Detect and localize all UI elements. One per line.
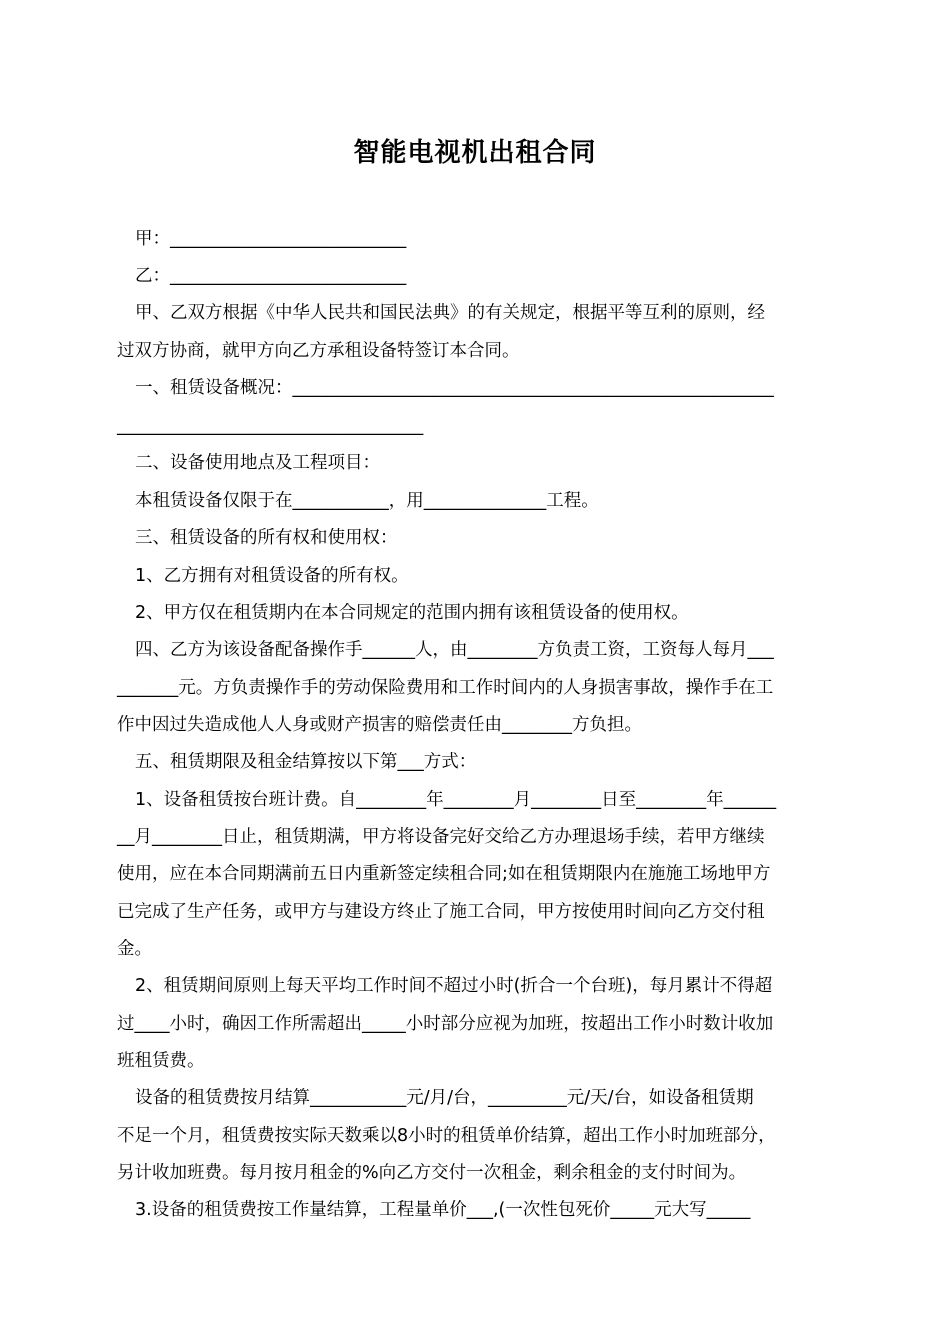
section-4-line-1: 四、乙方为该设备配备操作手______人，由________方负责工资，工资每人每月___ xyxy=(135,640,774,660)
preamble-line-2: 过双方协商，就甲方向乙方承租设备特签订本合同。 xyxy=(117,341,520,361)
section-5-item-1-line-1: 1、设备租赁按台班计费。自________年________月________日至________年______ xyxy=(135,790,777,810)
section-5-item-3-line-1: 3.设备的租赁费按工作量结算，工程量单价___,(一次性包死价_____元大写_____ xyxy=(135,1200,751,1220)
section-3-heading: 三、租赁设备的所有权和使用权： xyxy=(135,528,398,548)
section-4-line-3: 作中因过失造成他人人身或财产损害的赔偿责任由________方负担。 xyxy=(117,715,642,735)
document-title: 智能电视机出租合同 xyxy=(353,138,597,168)
party-a-line: 甲：___________________________ xyxy=(135,229,407,249)
section-5-item-1-line-3: 使用，应在本合同期满前五日内重新签定续租合同;如在租赁期限内在施施工场地甲方 xyxy=(117,864,771,884)
section-3-item-1: 1、乙方拥有对租赁设备的所有权。 xyxy=(135,566,409,586)
section-5-item-2-line-3: 班租赁费。 xyxy=(117,1051,205,1071)
section-3-item-2: 2、甲方仅在租赁期内在本合同规定的范围内拥有该租赁设备的使用权。 xyxy=(135,603,689,623)
section-5-item-2-line-2: 过____小时，确因工作所需超出_____小时部分应视为加班，按超出工作小时数计收加 xyxy=(117,1014,774,1034)
section-5-item-1-line-4: 已完成了生产任务，或甲方与建设方终止了施工合同，甲方按使用时间向乙方交付租 xyxy=(117,902,765,922)
section-1-heading: 一、租赁设备概况：_______________________________________________________ xyxy=(135,378,774,398)
section-5-item-1-line-2: __月________日止，租赁期满，甲方将设备完好交给乙方办理退场手续，若甲方继续 xyxy=(117,827,765,847)
section-5-heading: 五、租赁期限及租金结算按以下第___方式： xyxy=(135,752,477,772)
preamble-line-1: 甲、乙双方根据《中华人民共和国民法典》的有关规定，根据平等互利的原则，经 xyxy=(135,303,765,323)
monthly-fee-line-3: 另计收加班费。每月按月租金的%向乙方交付一次租金，剩余租金的支付时间为。 xyxy=(117,1163,747,1183)
monthly-fee-line-1: 设备的租赁费按月结算___________元/月/台，_________元/天/台，如设备租赁期 xyxy=(135,1088,754,1108)
party-b-line: 乙：___________________________ xyxy=(135,266,407,286)
monthly-fee-line-2: 不足一个月，租赁费按实际天数乘以8小时的租赁单价结算，超出工作小时加班部分， xyxy=(117,1126,776,1146)
section-2-heading: 二、设备使用地点及工程项目： xyxy=(135,453,380,473)
section-2-body: 本租赁设备仅限于在___________，用______________工程。 xyxy=(135,491,599,511)
section-4-line-2: _______元。方负责操作手的劳动保险费用和工作时间内的人身损害事故，操作手在工 xyxy=(117,678,774,698)
section-1-blank: ___________________________________ xyxy=(117,416,424,436)
section-5-item-1-line-5: 金。 xyxy=(117,939,152,959)
section-5-item-2-line-1: 2、租赁期间原则上每天平均工作时间不超过小时(折合一个台班)，每月累计不得超 xyxy=(135,976,773,996)
